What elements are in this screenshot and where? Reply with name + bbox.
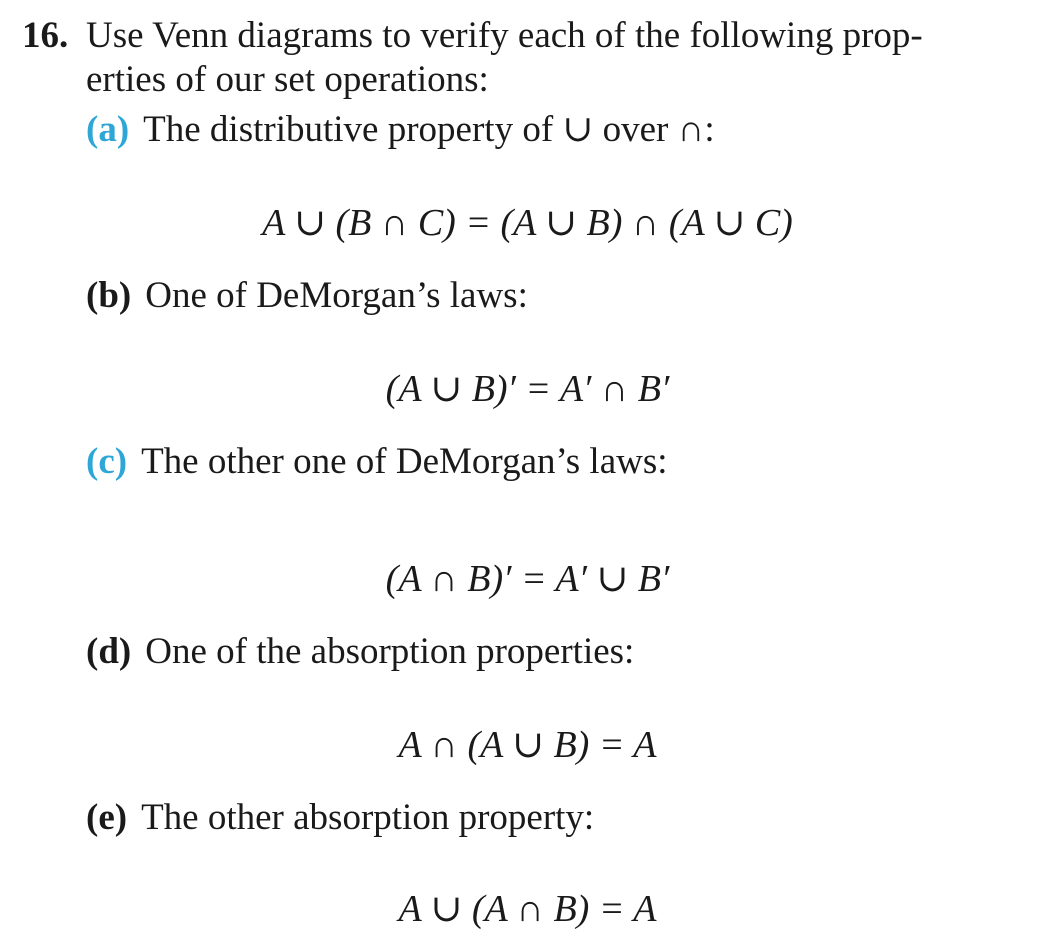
- part-a: [86, 108, 715, 152]
- part-b-description: One of DeMorgan’s laws:: [145, 275, 528, 316]
- intro-line-2: erties of our set operations:: [86, 59, 489, 100]
- part-d-label: (d): [86, 631, 132, 672]
- part-b-formula: (A ∪ B)′ = A′ ∩ B′: [385, 368, 670, 410]
- part-c-formula: (A ∩ B)′ = A′ ∪ B′: [385, 558, 670, 600]
- part-e-description: The other absorption property:: [141, 797, 595, 838]
- part-a-label: (a): [86, 109, 130, 150]
- part-d-description: One of the absorption properties:: [145, 631, 635, 672]
- part-d: [86, 630, 634, 674]
- part-e-label: (e): [86, 797, 128, 838]
- part-a-formula: A ∪ (B ∩ C) = (A ∪ B) ∩ (A ∪ C): [262, 202, 793, 244]
- part-c-label: (c): [86, 441, 128, 482]
- part-c: [86, 440, 668, 484]
- part-a-description: The distributive property of ∪ over ∩:: [143, 109, 715, 150]
- part-b: [86, 274, 528, 318]
- problem-intro: [86, 14, 986, 102]
- part-c-description: The other one of DeMorgan’s laws:: [141, 441, 668, 482]
- part-b-label: (b): [86, 275, 132, 316]
- part-d-formula: A ∩ (A ∪ B) = A: [398, 724, 657, 766]
- part-e-formula: A ∪ (A ∩ B) = A: [398, 888, 657, 930]
- intro-line-1: Use Venn diagrams to verify each of the following prop-: [86, 15, 923, 56]
- problem-number: 16.: [22, 15, 69, 56]
- part-e: [86, 796, 594, 840]
